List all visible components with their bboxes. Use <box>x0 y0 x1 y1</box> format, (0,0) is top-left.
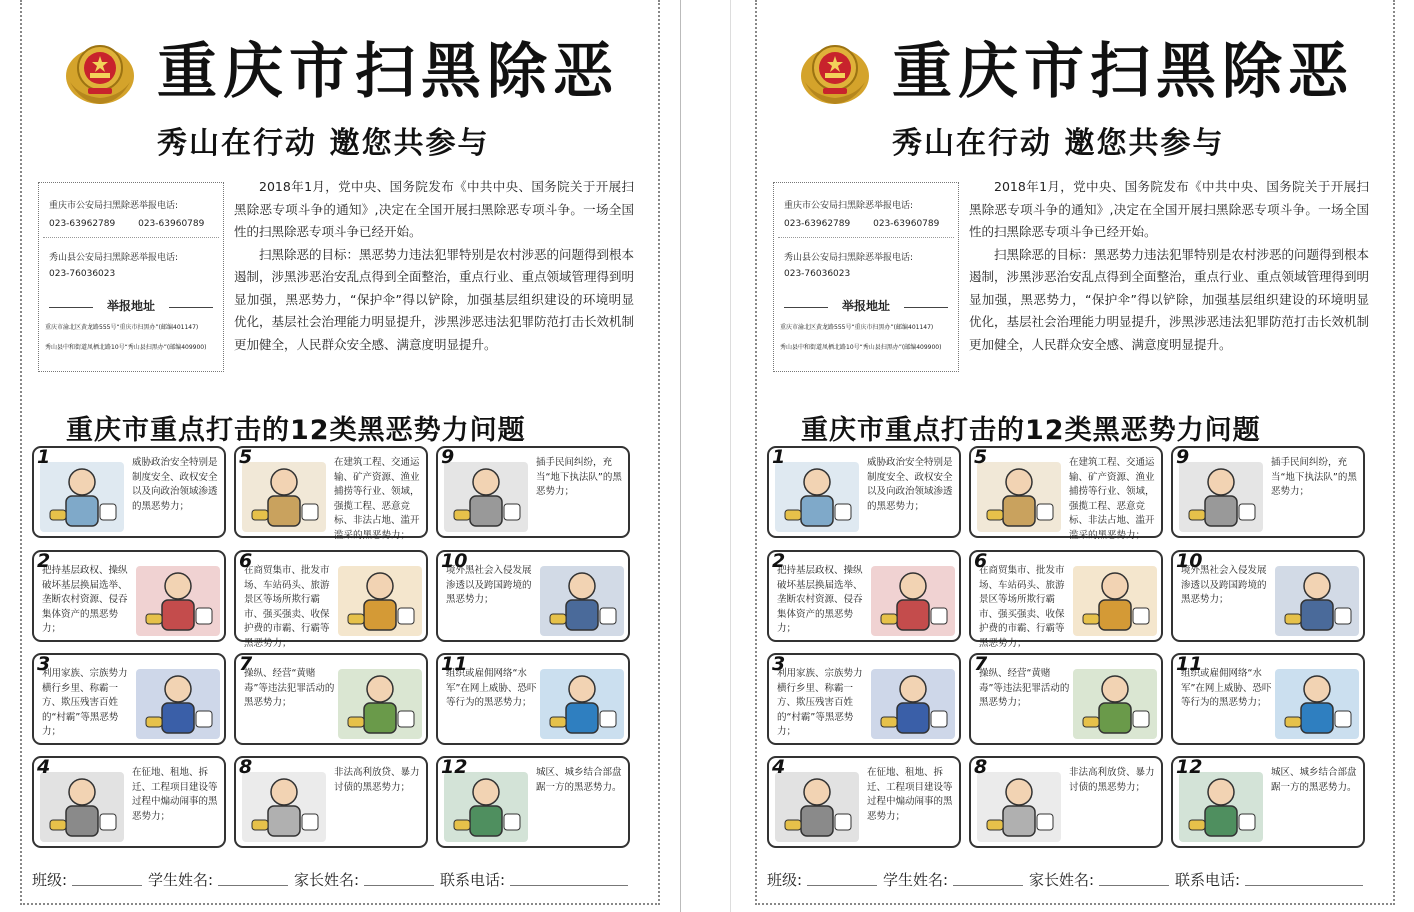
problem-card <box>1171 446 1365 538</box>
card-number: 5 <box>974 446 988 468</box>
card-number: 9 <box>441 446 455 468</box>
card-text: 组织或雇佣网络“水军”在网上威胁、恐吓等行为的黑恶势力； <box>446 668 537 708</box>
hotline-box <box>38 182 224 372</box>
card-text: 非法高利放贷、暴力讨债的黑恶势力； <box>334 767 420 793</box>
card-number: 4 <box>37 756 51 778</box>
problem-card <box>969 653 1163 745</box>
cartoon-illustration <box>1069 659 1161 747</box>
problem-card <box>767 446 961 538</box>
signup-footer <box>767 869 1367 891</box>
problem-card <box>436 550 630 642</box>
xs-phone: 023-76036023 <box>784 269 851 279</box>
problem-card <box>1171 756 1365 848</box>
card-text: 把持基层政权、操纵破坏基层换届选举、垄断农村资源、侵吞集体资产的黑恶势力； <box>42 565 128 634</box>
intro-paragraph: 扫黑除恶的目标：黑恶势力违法犯罪特别是农村涉恶的问题得到根本遏制，涉黑涉恶治安乱点得到全面整治，重点行业、重点领域管理得到明显加强，黑恶势力，“保护伞”得以铲除，加强基层组织建设的环境明显优化，基层社会治理能力明显提升，涉黑涉恶违法犯罪防范打击长效机制更加健全，人民群众安全感、满意度明显提升。 <box>969 246 1370 352</box>
signup-footer <box>32 869 632 891</box>
intro-text <box>969 176 1369 356</box>
card-text: 在征地、租地、拆迁、工程项目建设等过程中煽动闹事的黑恶势力； <box>867 767 953 822</box>
cartoon-illustration <box>536 659 628 747</box>
card-text: 境外黑社会入侵发展渗透以及跨国跨境的黑恶势力； <box>446 565 532 605</box>
card-number: 3 <box>37 653 51 675</box>
card-text: 在建筑工程、交通运输、矿产资源、渔业捕捞等行业、领域，强揽工程、恶意竞标、非法占地、滥开滥采的黑恶势力； <box>334 457 420 541</box>
problem-card <box>969 550 1163 649</box>
parent-name-field[interactable] <box>1099 885 1169 886</box>
problem-card <box>234 756 428 848</box>
card-text: 利用家族、宗族势力横行乡里、称霸一方、欺压残害百姓的“村霸”等黑恶势力； <box>42 668 128 737</box>
police-emblem <box>64 38 136 106</box>
divider <box>778 237 954 238</box>
cq-phone-1: 023-63962789 <box>49 219 116 229</box>
card-number: 1 <box>772 446 786 468</box>
class-label: 班级: <box>32 871 68 889</box>
intro-paragraph: 2018年1月，党中央、国务院发布《中共中央、国务院关于开展扫黑除恶专项斗争的通知》,决定在全国开展扫黑除恶专项斗争。一场全国性的扫黑除恶专项斗争已经开始。 <box>969 179 1369 239</box>
cartoon-illustration <box>1271 556 1363 644</box>
problem-card <box>234 550 428 649</box>
card-number: 10 <box>1176 550 1203 572</box>
card-number: 8 <box>974 756 988 778</box>
xs-hotline <box>49 251 219 281</box>
card-text: 操纵、经营“黄赌毒”等违法犯罪活动的黑恶势力； <box>244 668 335 708</box>
card-number: 6 <box>239 550 253 572</box>
problem-card <box>436 446 630 538</box>
fold-line <box>730 0 731 912</box>
phone-label: 联系电话: <box>1175 871 1241 889</box>
divider <box>43 237 219 238</box>
card-number: 5 <box>239 446 253 468</box>
problem-card <box>1171 550 1365 642</box>
phone-label: 联系电话: <box>440 871 506 889</box>
student-name-label: 学生姓名: <box>148 871 214 889</box>
cartoon-illustration <box>536 556 628 644</box>
fold-gap <box>680 0 730 912</box>
card-number: 12 <box>441 756 468 778</box>
cartoon-illustration <box>334 659 426 747</box>
address-line: 秀山县中和街道凤栖北路10号“秀山县扫黑办”(邮编409900) <box>780 344 942 351</box>
address-line: 重庆市渝北区黄龙路555号“重庆市扫黑办”(邮编401147) <box>45 324 199 331</box>
cartoon-illustration <box>132 556 224 644</box>
card-number: 7 <box>974 653 988 675</box>
card-number: 10 <box>441 550 468 572</box>
xs-hotline-label: 秀山县公安局扫黑除恶举报电话: <box>784 253 914 263</box>
phone-field[interactable] <box>1245 885 1363 886</box>
xs-hotline <box>784 251 954 281</box>
problem-card <box>969 446 1163 541</box>
address-line: 秀山县中和街道凤栖北路10号“秀山县扫黑办”(邮编409900) <box>45 344 207 351</box>
problem-card <box>436 653 630 745</box>
section-title: 重庆市重点打击的12类黑恶势力问题 <box>801 415 1261 446</box>
cq-phone-2: 023-63960789 <box>138 219 205 229</box>
card-text: 操纵、经营“黄赌毒”等违法犯罪活动的黑恶势力； <box>979 668 1070 708</box>
card-number: 12 <box>1176 756 1203 778</box>
address-line: 重庆市渝北区黄龙路555号“重庆市扫黑办”(邮编401147) <box>780 324 934 331</box>
problem-card <box>969 756 1163 848</box>
hotline-box <box>773 182 959 372</box>
student-name-label: 学生姓名: <box>883 871 949 889</box>
student-name-field[interactable] <box>218 885 288 886</box>
cartoon-illustration <box>1271 659 1363 747</box>
address-heading: 举报地址 <box>778 299 954 313</box>
card-number: 2 <box>37 550 51 572</box>
card-number: 6 <box>974 550 988 572</box>
page-subtitle: 秀山在行动 邀您共参与 <box>892 126 1225 161</box>
problem-card <box>32 550 226 642</box>
card-number: 4 <box>772 756 786 778</box>
card-text: 在征地、租地、拆迁、工程项目建设等过程中煽动闹事的黑恶势力； <box>132 767 218 822</box>
problem-card <box>32 446 226 538</box>
fold-line <box>680 0 681 912</box>
page-subtitle: 秀山在行动 邀您共参与 <box>157 126 490 161</box>
card-text: 城区、城乡结合部盘踞一方的黑恶势力。 <box>1271 767 1357 793</box>
class-field[interactable] <box>72 885 142 886</box>
card-text: 组织或雇佣网络“水军”在网上威胁、恐吓等行为的黑恶势力； <box>1181 668 1272 708</box>
class-label: 班级: <box>767 871 803 889</box>
page-title: 重庆市扫黑除恶 <box>157 37 619 107</box>
problem-card <box>767 653 961 745</box>
problem-card <box>32 756 226 848</box>
problem-card <box>436 756 630 848</box>
cq-hotline-label: 重庆市公安局扫黑除恶举报电话: <box>784 201 914 211</box>
card-text: 城区、城乡结合部盘踞一方的黑恶势力。 <box>536 767 622 793</box>
xs-hotline-label: 秀山县公安局扫黑除恶举报电话: <box>49 253 179 263</box>
card-text: 威胁政治安全特别是制度安全、政权安全以及向政治领域渗透的黑恶势力； <box>867 457 953 512</box>
cartoon-illustration <box>867 556 959 644</box>
cq-hotline <box>784 199 954 231</box>
cartoon-illustration <box>334 556 426 644</box>
card-number: 3 <box>772 653 786 675</box>
cq-phone-2: 023-63960789 <box>873 219 940 229</box>
cartoon-illustration <box>132 659 224 747</box>
xs-phone: 023-76036023 <box>49 269 116 279</box>
cartoon-illustration <box>867 659 959 747</box>
intro-paragraph: 2018年1月，党中央、国务院发布《中共中央、国务院关于开展扫黑除恶专项斗争的通知》,决定在全国开展扫黑除恶专项斗争。一场全国性的扫黑除恶专项斗争已经开始。 <box>234 179 634 239</box>
parent-name-label: 家长姓名: <box>1029 871 1095 889</box>
section-title: 重庆市重点打击的12类黑恶势力问题 <box>66 415 526 446</box>
police-emblem <box>799 38 871 106</box>
cq-phone-1: 023-63962789 <box>784 219 851 229</box>
card-text: 境外黑社会入侵发展渗透以及跨国跨境的黑恶势力； <box>1181 565 1267 605</box>
address-heading: 举报地址 <box>43 299 219 313</box>
card-text: 在商贸集市、批发市场、车站码头、旅游景区等场所欺行霸市、强买强卖、收保护费的市霸、行霸等黑恶势力； <box>979 565 1065 649</box>
card-number: 11 <box>1176 653 1203 675</box>
card-text: 在建筑工程、交通运输、矿产资源、渔业捕捞等行业、领域，强揽工程、恶意竞标、非法占地、滥开滥采的黑恶势力； <box>1069 457 1155 541</box>
problem-card <box>767 550 961 642</box>
intro-paragraph: 扫黑除恶的目标：黑恶势力违法犯罪特别是农村涉恶的问题得到根本遏制，涉黑涉恶治安乱点得到全面整治，重点行业、重点领域管理得到明显加强，黑恶势力，“保护伞”得以铲除，加强基层组织建设的环境明显优化，基层社会治理能力明显提升，涉黑涉恶违法犯罪防范打击长效机制更加健全，人民群众安全感、满意度明显提升。 <box>234 246 635 352</box>
card-text: 在商贸集市、批发市场、车站码头、旅游景区等场所欺行霸市、强买强卖、收保护费的市霸、行霸等黑恶势力； <box>244 565 330 649</box>
page-title: 重庆市扫黑除恶 <box>892 37 1354 107</box>
card-text: 插手民间纠纷，充当“地下执法队”的黑恶势力； <box>536 457 622 497</box>
problem-card <box>32 653 226 745</box>
card-number: 9 <box>1176 446 1190 468</box>
intro-text <box>234 176 634 356</box>
problem-card <box>1171 653 1365 745</box>
flyer-right <box>755 0 1395 905</box>
phone-field[interactable] <box>510 885 628 886</box>
cq-hotline <box>49 199 219 231</box>
card-number: 2 <box>772 550 786 572</box>
problem-card <box>234 653 428 745</box>
flyer-left <box>20 0 660 905</box>
parent-name-field[interactable] <box>364 885 434 886</box>
card-number: 8 <box>239 756 253 778</box>
card-text: 利用家族、宗族势力横行乡里、称霸一方、欺压残害百姓的“村霸”等黑恶势力； <box>777 668 863 737</box>
problem-card <box>767 756 961 848</box>
problem-card <box>234 446 428 541</box>
class-field[interactable] <box>807 885 877 886</box>
cq-hotline-label: 重庆市公安局扫黑除恶举报电话: <box>49 201 179 211</box>
card-text: 把持基层政权、操纵破坏基层换届选举、垄断农村资源、侵吞集体资产的黑恶势力； <box>777 565 863 634</box>
card-number: 11 <box>441 653 468 675</box>
parent-name-label: 家长姓名: <box>294 871 360 889</box>
card-text: 插手民间纠纷，充当“地下执法队”的黑恶势力； <box>1271 457 1357 497</box>
card-number: 7 <box>239 653 253 675</box>
card-text: 威胁政治安全特别是制度安全、政权安全以及向政治领域渗透的黑恶势力； <box>132 457 218 512</box>
card-number: 1 <box>37 446 51 468</box>
cartoon-illustration <box>1069 556 1161 644</box>
student-name-field[interactable] <box>953 885 1023 886</box>
card-text: 非法高利放贷、暴力讨债的黑恶势力； <box>1069 767 1155 793</box>
